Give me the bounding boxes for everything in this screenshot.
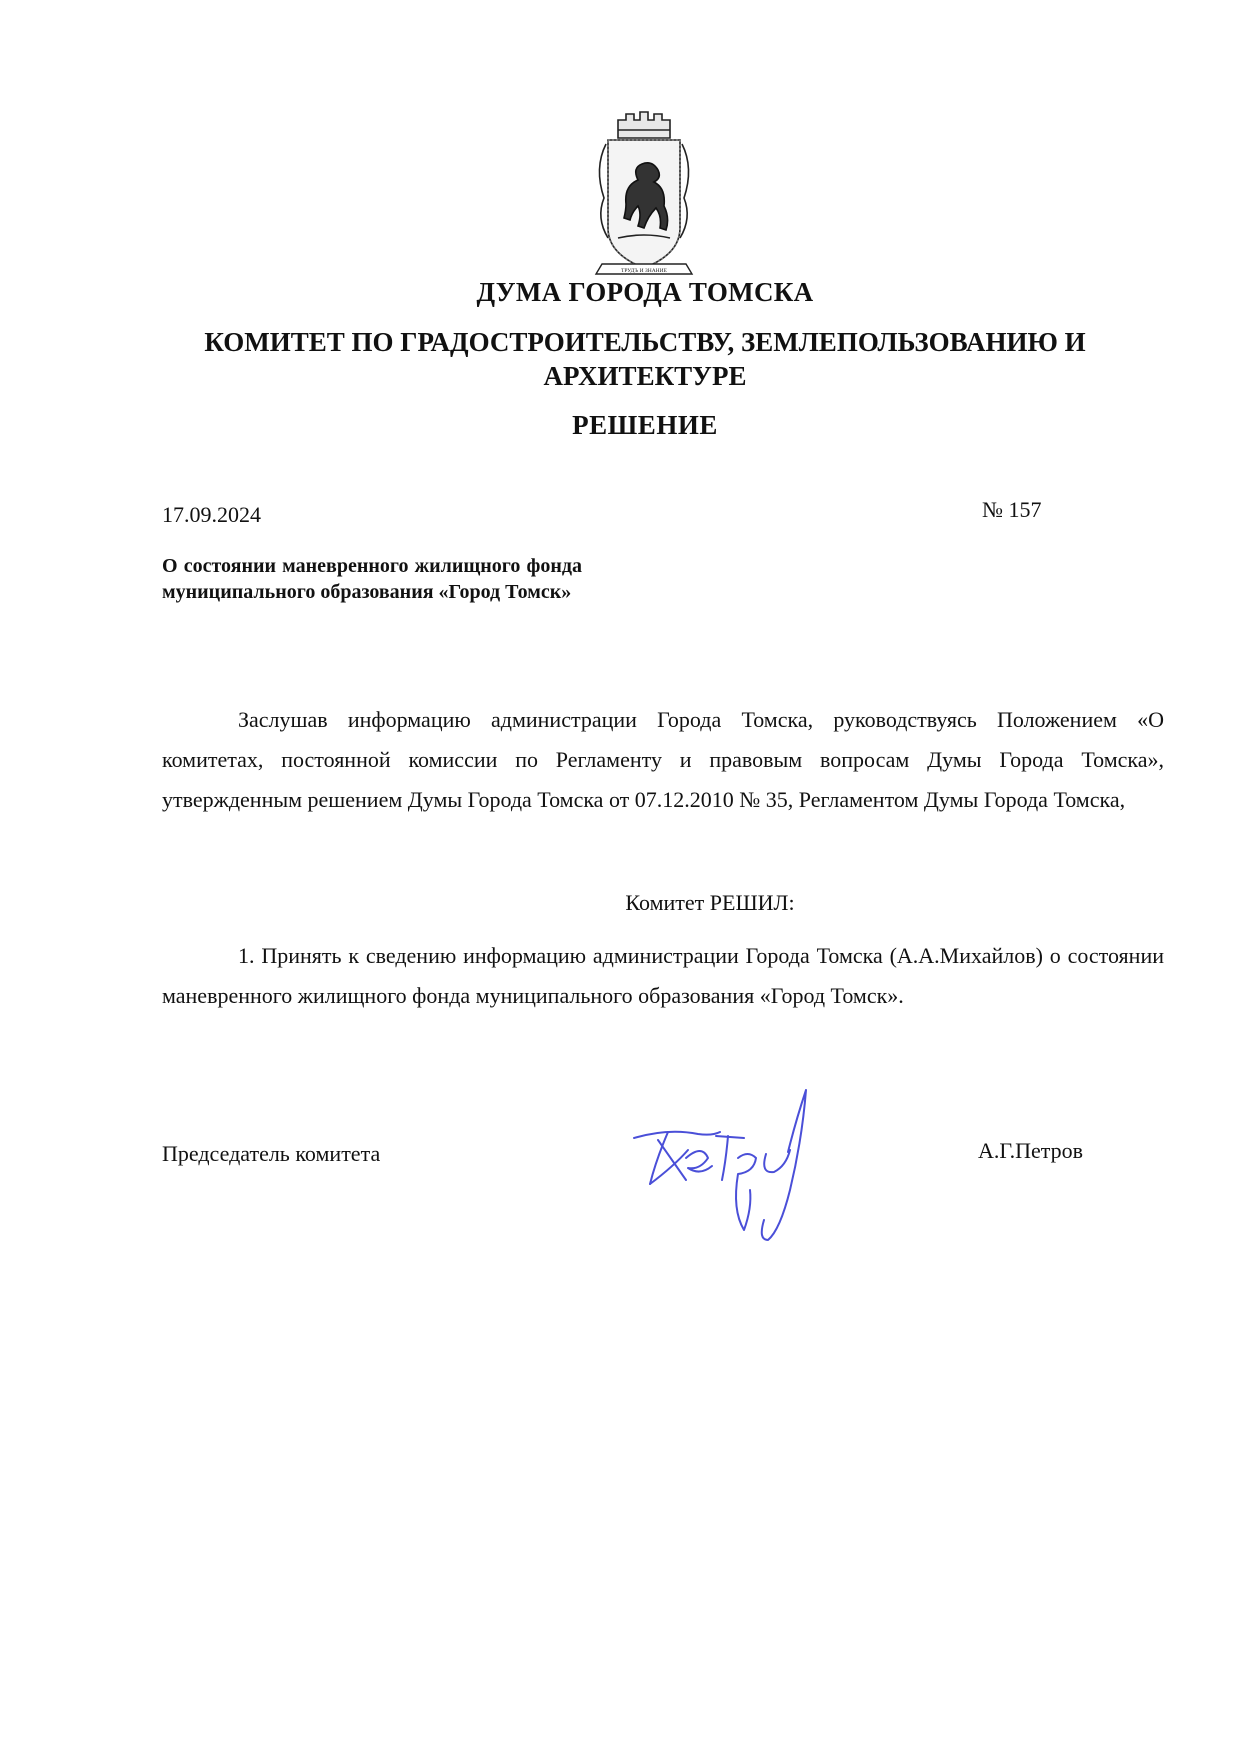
organization-title: ДУМА ГОРОДА ТОМСКА: [476, 277, 814, 307]
document-type: РЕШЕНИЕ: [572, 410, 718, 440]
signatory-position: Председатель комитета: [162, 1141, 381, 1166]
signatory-name: А.Г.Петров: [978, 1138, 1084, 1163]
decision-item-1: 1. Принять к сведению информацию администрации Города Томска (А.А.Михайлов) о состоянии маневренного жилищного фонда муниципального образования «Город Томск».: [162, 943, 1164, 1008]
document-subject: О состоянии маневренного жилищного фонда муниципального образования «Город Томск»: [162, 555, 582, 603]
handwritten-signature-icon: [628, 1080, 858, 1250]
document-date: 17.09.2024: [162, 502, 261, 527]
decision-heading: Комитет РЕШИЛ:: [625, 890, 795, 915]
document-number: № 157: [982, 497, 1042, 522]
emblem-motto: ТРУДЪ И ЗНАНИЕ: [621, 268, 667, 274]
city-coat-of-arms-icon: [588, 108, 700, 282]
preamble-paragraph: Заслушав информацию администрации Города Томска, руководствуясь Положением «О комитетах, постоянной комиссии по Регламенту и правовым вопросам Думы Города Томска», утвержденным решением Думы Города Томска от 07.12.2010 № 35, Регламентом Думы Города Томска,: [162, 707, 1164, 812]
committee-title: КОМИТЕТ ПО ГРАДОСТРОИТЕЛЬСТВУ, ЗЕМЛЕПОЛЬЗОВАНИЮ И АРХИТЕКТУРЕ: [204, 327, 1086, 391]
